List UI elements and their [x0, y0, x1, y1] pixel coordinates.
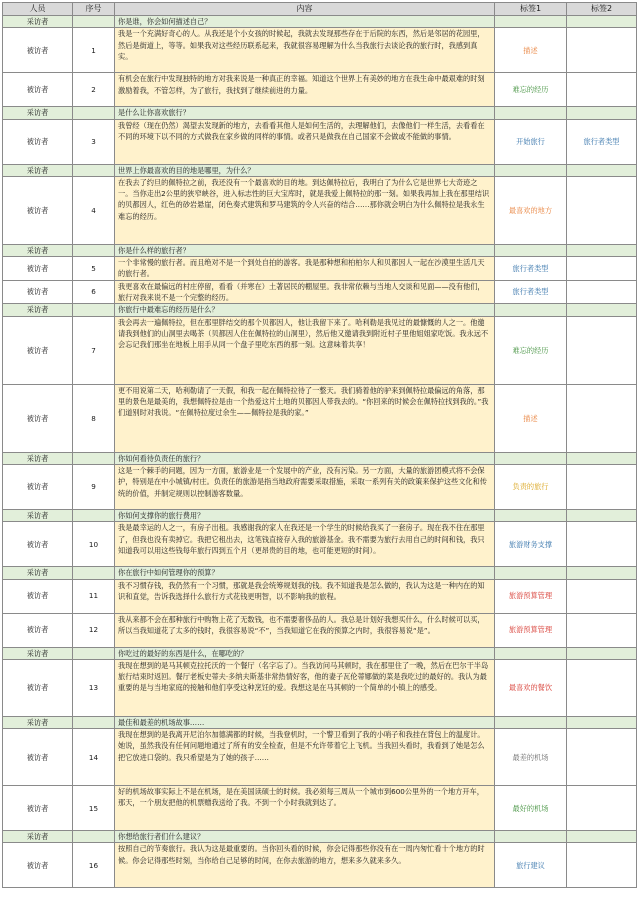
tag1-cell: 描述	[495, 384, 567, 452]
number-cell: 5	[73, 257, 115, 281]
tag1-cell	[495, 244, 567, 256]
question-text: 你在旅行中如何管理你的预算？	[115, 567, 495, 579]
number-cell	[73, 567, 115, 579]
number-cell: 3	[73, 119, 115, 164]
tag2-cell	[567, 28, 637, 73]
number-cell	[73, 452, 115, 464]
role-cell: 被访者	[3, 786, 73, 831]
answer-text: 更不用说第二天，哈利勒请了一天假，和我一起在佩特拉待了一整天。我们骑着他的驴来到佩特拉最偏远的角落，那里的景色是最美的，我想佩特拉是由一个热爱这片土地的贝都因人带我去的。“你回来的时候会在佩特拉找到我的。”我们道别时对我说。“在佩特拉度过余生——佩特拉是我的家。”	[115, 384, 495, 452]
tag1-cell: 描述	[495, 28, 567, 73]
tag1-cell: 旅行者类型	[495, 257, 567, 281]
tag2-cell	[567, 73, 637, 107]
tag2-cell	[567, 176, 637, 244]
number-cell: 8	[73, 384, 115, 452]
tag1-cell	[495, 567, 567, 579]
tag1-cell: 最喜欢的餐饮	[495, 659, 567, 716]
tag2-cell	[567, 452, 637, 464]
number-cell	[73, 16, 115, 28]
answer-text: 按照自己的节奏旅行。我认为这是最重要的。当你回头看的时候，你会记得那些你没有在一周内匆忙看十个地方的时候。你会记得那些时刻，当你给自己足够的时间，在你去旅游的地方，想来多久就来多久。	[115, 843, 495, 888]
answer-text: 我会再去一遍佩特拉，但在那里胖结交的那个贝都因人，他让我留下来了。哈利勒是我见过的最慷慨的人之一。他邀请我到他们的山洞里去喝茶（贝都因人住在佩特拉的山洞里），然后他又邀请我到附近村子里他姐姐家吃饭。我永远不会忘记我们那坐在地板上用手从同一个盘子里吃东西的那一刻。这意味着共享！	[115, 316, 495, 384]
role-cell: 采访者	[3, 567, 73, 579]
number-cell: 16	[73, 843, 115, 888]
answer-row	[3, 786, 637, 831]
role-cell: 被访者	[3, 522, 73, 567]
question-row	[3, 304, 637, 316]
answer-text: 我不习惯存钱，我仍然有一个习惯，那就是我会统筹规划我的钱。我不知道我是怎么做的，我认为这是一种内在的知识和直觉，告诉我选择什么旅行方式花钱更明智，以不影响我的旅程。	[115, 579, 495, 613]
answer-row	[3, 28, 637, 73]
tag2-cell	[567, 509, 637, 521]
answer-row	[3, 257, 637, 281]
role-cell: 采访者	[3, 164, 73, 176]
question-text: 你如何看待负责任的旅行？	[115, 452, 495, 464]
question-text: 你如何支撑你的旅行费用？	[115, 509, 495, 521]
question-row	[3, 16, 637, 28]
number-cell	[73, 107, 115, 119]
tag2-cell	[567, 257, 637, 281]
tag1-cell	[495, 164, 567, 176]
tag1-cell: 负责的旅行	[495, 464, 567, 509]
number-cell	[73, 304, 115, 316]
answer-row	[3, 119, 637, 164]
role-cell: 被访者	[3, 464, 73, 509]
tag1-cell: 最好的机场	[495, 786, 567, 831]
answer-text: 我是一个充满好奇心的人。从我还是个小女孩的时候起，我就去发现那些存在于后院的东西，然后是邻居的花园里，然后是街道上，等等。如果我对这些经历联系起来，我就很容易理解为什么当我旅行去谈论我的旅行时，我感到真实。	[115, 28, 495, 73]
tag1-cell	[495, 107, 567, 119]
answer-row	[3, 613, 637, 647]
question-text: 是什么让你喜欢旅行？	[115, 107, 495, 119]
tag1-cell	[495, 16, 567, 28]
answer-text: 好的机场故事实际上不是在机场，是在美国读硕士的时候。我必须每三周从一个城市到600公里外的一个地方开车，那天，一个朋友把他的机票赠我送给了我。不到一个小时我就到达了。	[115, 786, 495, 831]
question-row	[3, 716, 637, 728]
question-row	[3, 831, 637, 843]
answer-row	[3, 384, 637, 452]
tag1-cell: 旅行建议	[495, 843, 567, 888]
number-cell: 15	[73, 786, 115, 831]
role-cell: 被访者	[3, 28, 73, 73]
role-cell: 采访者	[3, 509, 73, 521]
role-cell: 采访者	[3, 716, 73, 728]
role-cell: 被访者	[3, 119, 73, 164]
tag1-cell	[495, 304, 567, 316]
number-cell: 7	[73, 316, 115, 384]
number-cell	[73, 647, 115, 659]
number-cell	[73, 716, 115, 728]
tag1-cell: 开始旅行	[495, 119, 567, 164]
table-body	[3, 16, 637, 888]
tag1-cell: 难忘的经历	[495, 73, 567, 107]
number-cell: 4	[73, 176, 115, 244]
header-tag2: 标签2	[567, 3, 637, 16]
answer-text: 我从来都不会在那种旅行中购物上花了无数钱，也不需要奢侈品的人。我总是计划好我想买什么，什么时候可以买，所以当我知道花了太多的钱时，我很容易说“不”，当我知道它在我的预算之内时，我很容易说“是”。	[115, 613, 495, 647]
tag1-cell	[495, 647, 567, 659]
tag1-cell	[495, 452, 567, 464]
tag1-cell: 最差的机场	[495, 729, 567, 786]
number-cell: 2	[73, 73, 115, 107]
tag1-cell	[495, 716, 567, 728]
role-cell: 采访者	[3, 107, 73, 119]
role-cell: 被访者	[3, 843, 73, 888]
number-cell: 6	[73, 280, 115, 304]
number-cell: 1	[73, 28, 115, 73]
tag2-cell	[567, 464, 637, 509]
tag2-cell: 旅行者类型	[567, 119, 637, 164]
role-cell: 被访者	[3, 316, 73, 384]
number-cell: 9	[73, 464, 115, 509]
question-text: 你是什么样的旅行者？	[115, 244, 495, 256]
answer-row	[3, 729, 637, 786]
number-cell: 11	[73, 579, 115, 613]
header-number: 序号	[73, 3, 115, 16]
answer-row	[3, 522, 637, 567]
role-cell: 被访者	[3, 579, 73, 613]
tag2-cell	[567, 579, 637, 613]
role-cell: 被访者	[3, 613, 73, 647]
header-content: 内容	[115, 3, 495, 16]
number-cell: 12	[73, 613, 115, 647]
answer-text: 在我去了约旦的佩特拉之前，我还没有一个最喜欢的目的地。到达佩特拉后，我明白了为什么它是世界七大奇迹之一。当你走出2公里的狭窄峡谷，进入标志性的巨大宝库时，就是我爱上佩特拉的那一刻。如果我再加上我在那里结识的贝都因人，红色的砂岩悬崖，闭色奏式建筑和罗马建筑的令人兴奋的结合……那你就会明白为什么佩特拉是我永生难忘的经历。	[115, 176, 495, 244]
tag2-cell	[567, 164, 637, 176]
tag2-cell	[567, 716, 637, 728]
answer-text: 这是一个棘手的问题，因为一方面，旅游业是一个发展中的产业，没有污染。另一方面，大量的旅游团模式将不会保护，特别是在中小城镇/村庄。负责任的旅游是指当地政府需要采取措施，采取一系列有关的政策来保护这些文化和传统的价值，并制定规则以控制游客数量。	[115, 464, 495, 509]
tag1-cell: 难忘的经历	[495, 316, 567, 384]
tag2-cell	[567, 16, 637, 28]
tag2-cell	[567, 659, 637, 716]
tag2-cell	[567, 613, 637, 647]
tag2-cell	[567, 384, 637, 452]
tag2-cell	[567, 843, 637, 888]
question-text: 最佳和最差的机场故事……	[115, 716, 495, 728]
answer-row	[3, 316, 637, 384]
answer-row	[3, 464, 637, 509]
number-cell	[73, 831, 115, 843]
number-cell: 10	[73, 522, 115, 567]
role-cell: 被访者	[3, 384, 73, 452]
number-cell	[73, 244, 115, 256]
tag1-cell: 旅游预算管理	[495, 579, 567, 613]
role-cell: 被访者	[3, 257, 73, 281]
tag2-cell	[567, 831, 637, 843]
tag2-cell	[567, 522, 637, 567]
answer-row	[3, 843, 637, 888]
role-cell: 采访者	[3, 244, 73, 256]
tag1-cell	[495, 509, 567, 521]
header-row	[3, 3, 637, 16]
question-row	[3, 509, 637, 521]
answer-text: 我是最幸运的人之一，有房子出租。我感谢我的家人在我还是一个学生的时候给我买了一套房子。现在我不住在那里了，但我也没有卖掉它。我把它租出去，这笔钱直接存入我的旅游基金。我不需要为旅行去用自己的时间和钱，我只知道我可以用这些钱每年旅行四到五个月（更昂贵的目的地，也可能更短的时间）。	[115, 522, 495, 567]
question-text: 你吃过的最好的东西是什么，在哪吃的？	[115, 647, 495, 659]
answer-row	[3, 280, 637, 304]
answer-row	[3, 659, 637, 716]
tag2-cell	[567, 729, 637, 786]
tag1-cell	[495, 831, 567, 843]
answer-text: 我曾经（现在仍然）渴望去发现新的地方，去看看其他人是如何生活的，去理解他们，去像他们一样生活，去看看在不同的环境下以不同的方式做我在家乡做的同样的事情。或者只是做我在自己国家不会做或不能做的事情。	[115, 119, 495, 164]
number-cell	[73, 509, 115, 521]
role-cell: 采访者	[3, 647, 73, 659]
header-tag1: 标签1	[495, 3, 567, 16]
role-cell: 被访者	[3, 659, 73, 716]
answer-text: 我现在想到的是马其顿克拉托沃的一个餐厅（名字忘了）。当我访问马其顿时，我在那里住了一晚，然后在巴尔干半岛旅行结束时返回。餐厅老板史蒂夫·多纳夫斯基非常热情好客，他的妻子瓦伦蒂娜做的菜是我吃过的最好的。我认为最重要的是与当地家庭的接触和他们享受这种烹饪的爱。我想这是在马其顿的一个简单的小镇上的感受。	[115, 659, 495, 716]
role-cell: 被访者	[3, 73, 73, 107]
role-cell: 被访者	[3, 729, 73, 786]
tag2-cell	[567, 786, 637, 831]
answer-text: 我现在想到的是我离开尼泊尔加德满都的时候，当我登机时，一个警卫看到了我的小哨子和我挂在背包上的温度计。她说，虽然我没有任何问题地通过了所有的安全检查，但是不允许带着它上飞机。当我回头看时，我看到了她是怎么把它放进口袋的。我只希望是为了她的孩子……	[115, 729, 495, 786]
answer-row	[3, 73, 637, 107]
tag2-cell	[567, 304, 637, 316]
question-row	[3, 452, 637, 464]
tag2-cell	[567, 567, 637, 579]
question-text: 世界上你最喜欢的目的地是哪里，为什么？	[115, 164, 495, 176]
question-row	[3, 244, 637, 256]
answer-row	[3, 176, 637, 244]
role-cell: 被访者	[3, 176, 73, 244]
interview-table	[2, 2, 637, 888]
header-person: 人员	[3, 3, 73, 16]
number-cell: 13	[73, 659, 115, 716]
role-cell: 采访者	[3, 304, 73, 316]
question-text: 你想给旅行者们什么建议？	[115, 831, 495, 843]
tag1-cell: 旅游财务支撑	[495, 522, 567, 567]
number-cell	[73, 164, 115, 176]
tag2-cell	[567, 316, 637, 384]
answer-text: 我更喜欢在最偏远的村庄停留，看看（并寒在）土著居民的棚屋里。我非常依赖与当地人交谈和见面——没有他们，旅行对我来说不是一个完整的经历。	[115, 280, 495, 304]
question-row	[3, 567, 637, 579]
question-text: 你是谁，你会如何描述自己？	[115, 16, 495, 28]
question-row	[3, 164, 637, 176]
role-cell: 被访者	[3, 280, 73, 304]
answer-text: 有机会在旅行中发现独特的地方对我来说是一种真正的幸福。知道这个世界上有美妙的地方在我生命中最艰难的时刻激励着我，不管怎样，为了旅行，我找到了继续前进的力量。	[115, 73, 495, 107]
tag1-cell: 旅行者类型	[495, 280, 567, 304]
tag2-cell	[567, 244, 637, 256]
tag2-cell	[567, 107, 637, 119]
role-cell: 采访者	[3, 452, 73, 464]
question-row	[3, 647, 637, 659]
tag2-cell	[567, 280, 637, 304]
question-text: 你旅行中最难忘的经历是什么？	[115, 304, 495, 316]
tag2-cell	[567, 647, 637, 659]
tag1-cell: 旅游预算管理	[495, 613, 567, 647]
answer-text: 一个非常慢的旅行者。而且绝对不是一个到处自拍的游客。我是那种想和柏柏尔人和贝都因人一起在沙漠里生活几天的旅行者。	[115, 257, 495, 281]
role-cell: 采访者	[3, 831, 73, 843]
number-cell: 14	[73, 729, 115, 786]
role-cell: 采访者	[3, 16, 73, 28]
question-row	[3, 107, 637, 119]
answer-row	[3, 579, 637, 613]
tag1-cell: 最喜欢的地方	[495, 176, 567, 244]
